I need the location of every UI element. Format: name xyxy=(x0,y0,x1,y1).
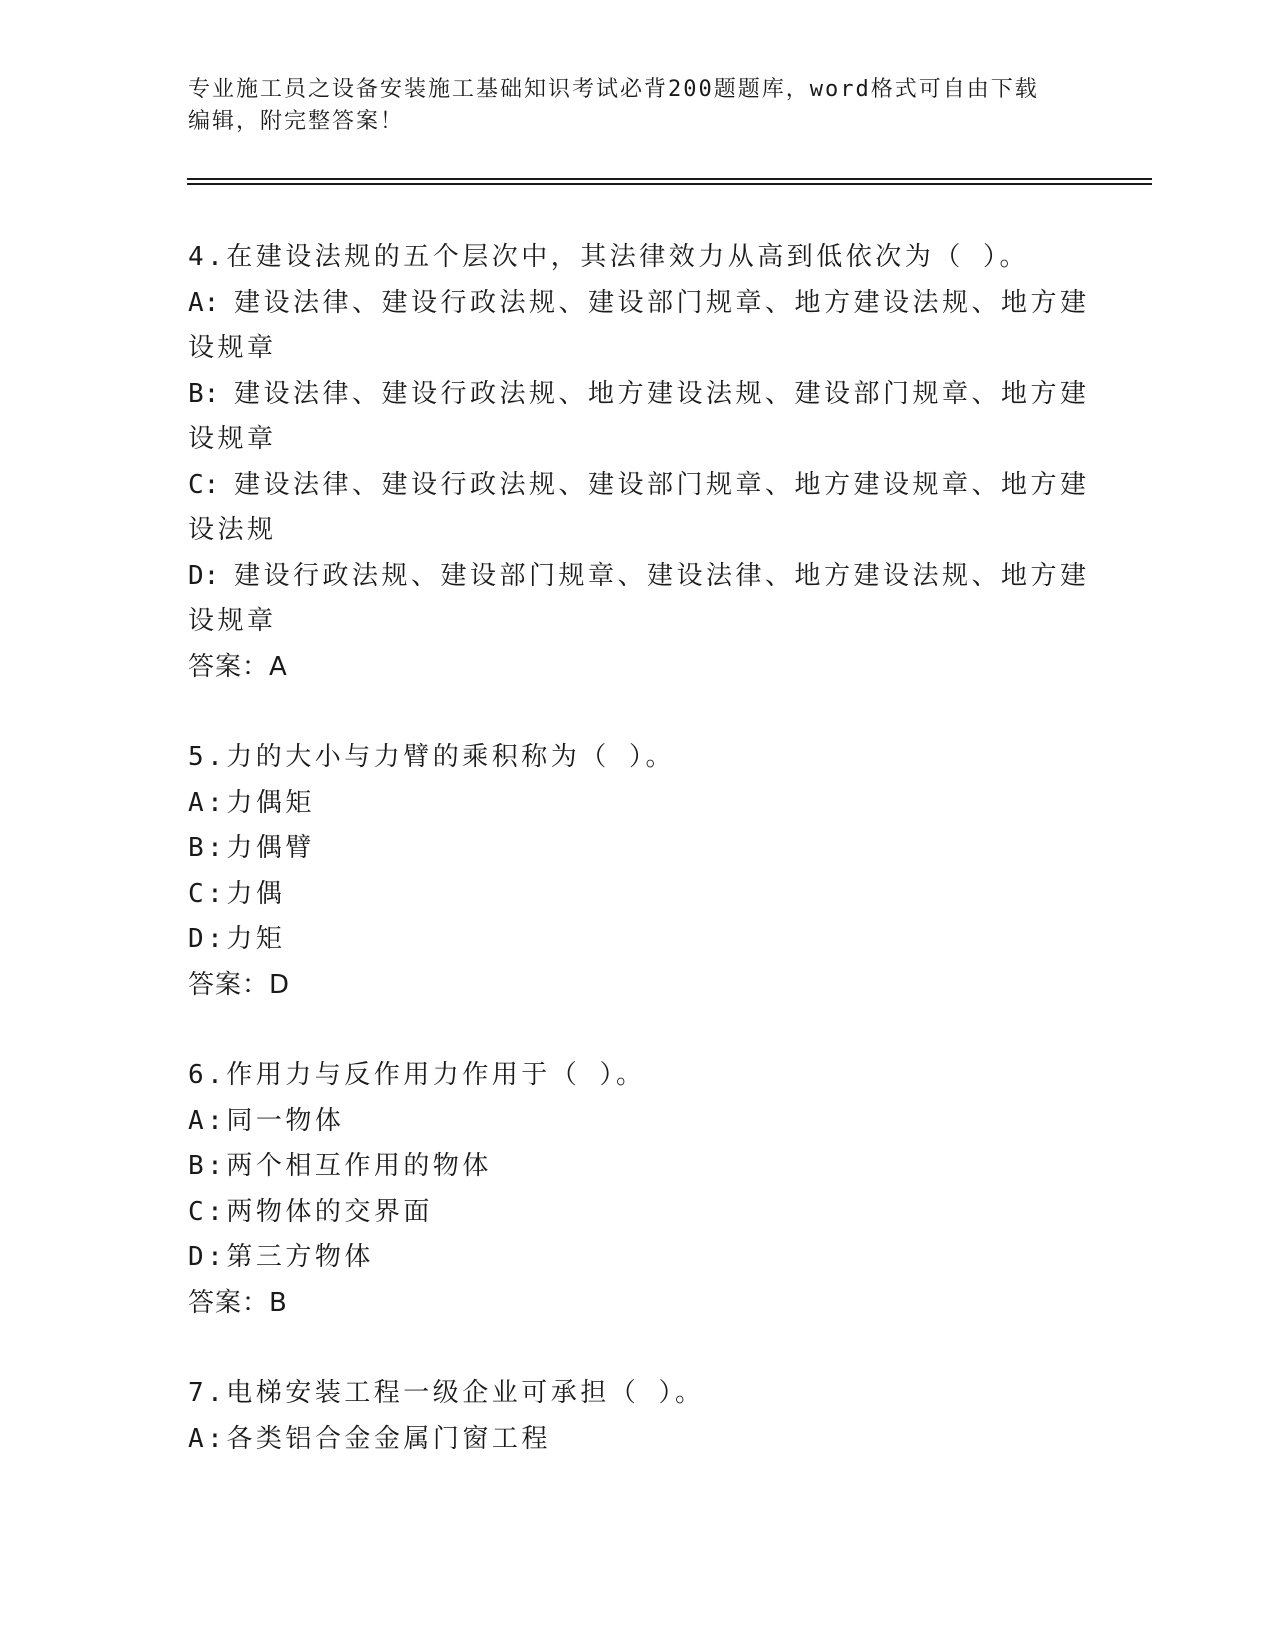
option-letter: A: xyxy=(188,787,227,818)
option-text: 两个相互作用的物体 xyxy=(226,1151,492,1181)
option-a xyxy=(188,781,1078,827)
header-rule-top xyxy=(187,178,1152,180)
option-letter: A: xyxy=(188,1423,227,1454)
question-5 xyxy=(188,735,1078,1008)
option-d xyxy=(188,1235,1078,1281)
option-letter: B: xyxy=(188,378,220,409)
option-letter: C: xyxy=(188,1196,227,1227)
header-rule-bottom xyxy=(187,183,1152,185)
option-text: 两物体的交界面 xyxy=(226,1196,433,1227)
question-4 xyxy=(188,235,1090,690)
question-stem: 6.作用力与反作用力作用于（ ）。 xyxy=(188,1060,646,1090)
option-c xyxy=(188,872,1078,918)
option-text-continued: 设法规 xyxy=(188,515,277,545)
option-d xyxy=(188,554,1090,645)
option-c xyxy=(188,463,1090,554)
option-letter: B: xyxy=(188,1151,227,1181)
answer-label: 答案：D xyxy=(188,969,291,1000)
option-text: 各类铝合金金属门窗工程 xyxy=(226,1423,551,1454)
question-6 xyxy=(188,1053,1078,1326)
question-stem: 4.在建设法规的五个层次中，其法律效力从高到低依次为（ ）。 xyxy=(188,242,1029,272)
option-letter: D: xyxy=(188,560,220,591)
option-text: 力偶矩 xyxy=(226,787,315,818)
question-list xyxy=(188,235,1090,1507)
header-line-1: 专业施工员之设备安装施工基础知识考试必背200题题库，word格式可自由下载 xyxy=(188,77,1039,102)
option-text: 力偶臂 xyxy=(226,833,315,863)
option-b xyxy=(188,826,1078,872)
option-text: 同一物体 xyxy=(226,1105,345,1136)
option-text-continued: 设规章 xyxy=(188,424,277,454)
option-text: 第三方物体 xyxy=(226,1242,374,1272)
option-letter: C: xyxy=(188,469,220,500)
option-text: 建设法律、建设行政法规、建设部门规章、地方建设法规、地方建 xyxy=(234,287,1090,318)
option-text-continued: 设规章 xyxy=(188,333,277,363)
question-stem: 5.力的大小与力臂的乘积称为（ ）。 xyxy=(188,742,675,772)
answer-label: 答案：A xyxy=(188,651,288,682)
option-letter: C: xyxy=(188,878,227,909)
option-a xyxy=(188,281,1090,372)
question-7 xyxy=(188,1371,1078,1462)
option-a xyxy=(188,1417,1078,1463)
option-text: 力矩 xyxy=(226,924,286,954)
option-text: 建设行政法规、建设部门规章、建设法律、地方建设法规、地方建 xyxy=(234,560,1090,591)
option-b xyxy=(188,1144,1078,1190)
option-text: 建设法律、建设行政法规、建设部门规章、地方建设规章、地方建 xyxy=(234,469,1090,500)
document-header xyxy=(188,74,1068,138)
option-b xyxy=(188,372,1090,463)
question-stem: 7.电梯安装工程一级企业可承担（ ）。 xyxy=(188,1378,705,1408)
option-text: 建设法律、建设行政法规、地方建设法规、建设部门规章、地方建 xyxy=(234,378,1090,409)
option-text-continued: 设规章 xyxy=(188,606,277,636)
answer-label: 答案：B xyxy=(188,1287,288,1318)
option-letter: B: xyxy=(188,833,227,863)
option-d xyxy=(188,917,1078,963)
option-letter: A: xyxy=(188,287,220,318)
option-letter: A: xyxy=(188,1105,227,1136)
option-text: 力偶 xyxy=(226,878,286,909)
option-c xyxy=(188,1190,1078,1236)
header-line-2: 编辑，附完整答案！ xyxy=(188,109,405,134)
option-letter: D: xyxy=(188,1242,227,1272)
option-letter: D: xyxy=(188,924,227,954)
option-a xyxy=(188,1099,1078,1145)
